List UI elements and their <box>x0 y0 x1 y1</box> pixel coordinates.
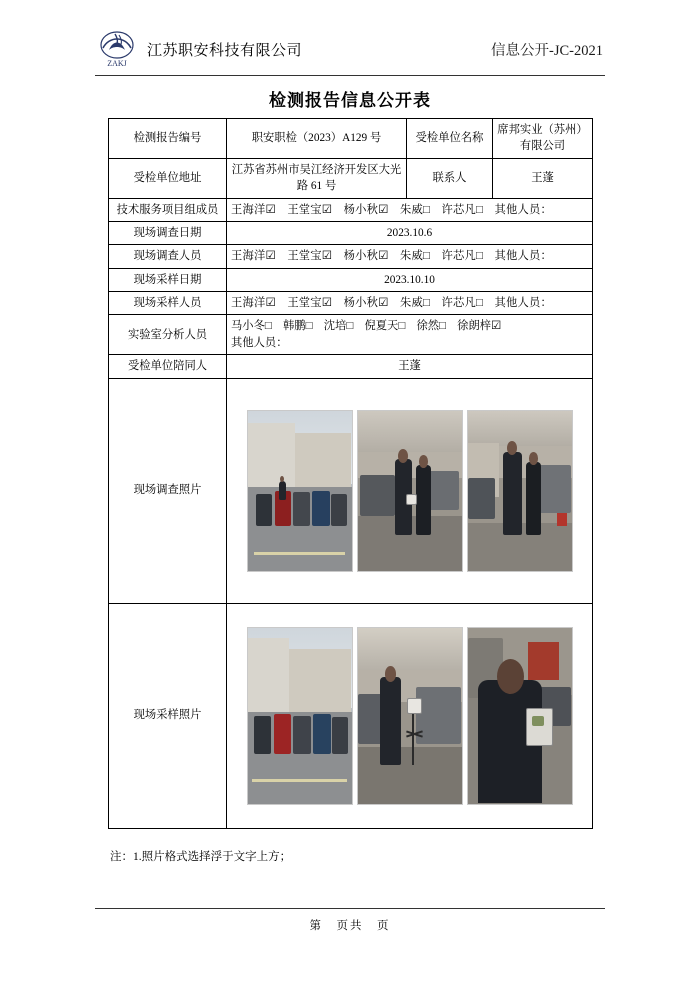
survey-photo-2 <box>357 410 463 572</box>
survey-date-value: 2023.10.6 <box>227 221 593 244</box>
client-addr-value: 江苏省苏州市吴江经济开发区大光路 61 号 <box>227 158 407 198</box>
lab-staff-line-1: 马小冬□ 韩鹏□ 沈培□ 倪夏天□ 徐然□ 徐朗梓☑ <box>231 320 502 333</box>
client-name-value: 席邦实业（苏州）有限公司 <box>493 119 593 159</box>
accompany-value: 王蓬 <box>227 355 593 378</box>
survey-photo-3 <box>467 410 573 572</box>
team-value: 王海洋☑ 王堂宝☑ 杨小秋☑ 朱威□ 许芯凡□ 其他人员： <box>227 198 593 221</box>
table-row <box>109 119 593 159</box>
team-label: 技术服务项目组成员 <box>109 198 227 221</box>
sample-photos-label: 现场采样照片 <box>109 603 227 828</box>
table-row <box>109 221 593 244</box>
company-logo-icon <box>95 30 139 70</box>
survey-photo-1 <box>247 410 353 572</box>
document-code: 信息公开-JC-2021 <box>491 43 603 59</box>
lab-staff-label: 实验室分析人员 <box>109 315 227 355</box>
client-name-label: 受检单位名称 <box>407 119 493 159</box>
client-addr-label: 受检单位地址 <box>109 158 227 198</box>
survey-photos-cell <box>227 378 593 603</box>
sample-photos-cell <box>227 603 593 828</box>
sample-photo-2 <box>357 627 463 805</box>
table-row <box>109 603 593 828</box>
page-title: 检测报告信息公开表 <box>269 91 431 110</box>
sample-photo-3 <box>467 627 573 805</box>
page-footer: 第 页共 页 <box>95 908 605 933</box>
table-row <box>109 158 593 198</box>
survey-photo-group <box>231 410 588 572</box>
sample-date-value: 2023.10.10 <box>227 268 593 291</box>
table-row <box>109 198 593 221</box>
page-header <box>95 28 605 76</box>
lab-staff-value <box>227 315 593 355</box>
table-row <box>109 315 593 355</box>
table-row <box>109 355 593 378</box>
report-no-value: 职安职检（2023）A129 号 <box>227 119 407 159</box>
sample-date-label: 现场采样日期 <box>109 268 227 291</box>
table-row <box>109 378 593 603</box>
sample-photo-group <box>231 627 588 805</box>
sample-staff-label: 现场采样人员 <box>109 292 227 315</box>
sample-photo-1 <box>247 627 353 805</box>
accompany-label: 受检单位陪同人 <box>109 355 227 378</box>
sample-staff-value: 王海洋☑ 王堂宝☑ 杨小秋☑ 朱威□ 许芯凡□ 其他人员： <box>227 292 593 315</box>
contact-label: 联系人 <box>407 158 493 198</box>
survey-photos-label: 现场调查照片 <box>109 378 227 603</box>
info-table <box>108 118 593 829</box>
table-row <box>109 268 593 291</box>
survey-date-label: 现场调查日期 <box>109 221 227 244</box>
table-row <box>109 245 593 268</box>
survey-staff-label: 现场调查人员 <box>109 245 227 268</box>
survey-staff-value: 王海洋☑ 王堂宝☑ 杨小秋☑ 朱威□ 许芯凡□ 其他人员： <box>227 245 593 268</box>
notes: 注：1.照片格式选择浮于文字上方； <box>110 851 292 863</box>
table-row <box>109 292 593 315</box>
brand <box>95 30 302 70</box>
company-name: 江苏职安科技有限公司 <box>147 43 303 59</box>
svg-text:ZAKJ: ZAKJ <box>107 58 127 68</box>
contact-value: 王蓬 <box>493 158 593 198</box>
report-no-label: 检测报告编号 <box>109 119 227 159</box>
lab-staff-line-2: 其他人员： <box>231 336 288 349</box>
